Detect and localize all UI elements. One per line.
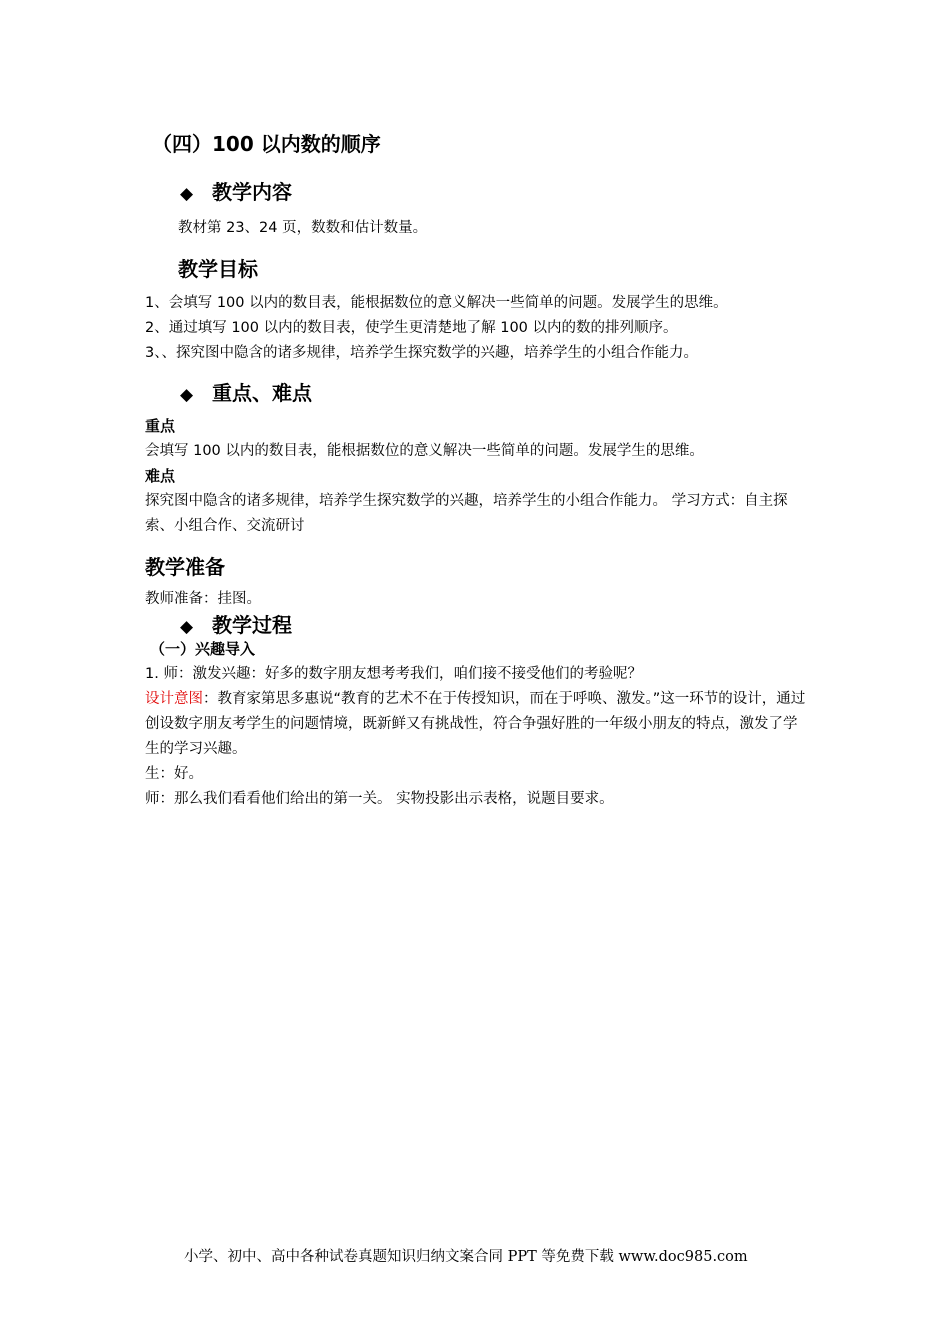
diamond-bullet-icon: ◆	[180, 385, 194, 405]
goal-item-2: 2、通过填写 100 以内的数目表，使学生更清楚地了解 100 以内的数的排列顺序。	[145, 320, 678, 336]
design-intent-label: 设计意图	[145, 691, 203, 707]
design-intent-paragraph	[145, 687, 810, 762]
difficulty-text: 探究图中隐含的诸多规律，培养学生探究数学的兴趣，培养学生的小组合作能力。 学习方式：自主探索、小组合作、交流研讨	[145, 493, 788, 534]
heading-keypoints-text: 重点、难点	[212, 381, 312, 405]
student-reply: 生：好。	[145, 766, 203, 782]
prep-text: 教师准备：挂图。	[145, 591, 261, 607]
diamond-bullet-icon: ◆	[180, 184, 194, 204]
diamond-bullet-icon: ◆	[180, 617, 194, 637]
goal-item-1: 1、会填写 100 以内的数目表，能根据数位的意义解决一些简单的问题。发展学生的思维。	[145, 295, 728, 311]
page-title: （四）100 以内数的顺序	[152, 132, 381, 156]
heading-process-text: 教学过程	[212, 613, 292, 637]
process-subheading: （一）兴趣导入	[150, 640, 256, 658]
key-label: 重点	[145, 417, 176, 435]
design-intent-text: ：教育家第思多惠说“教育的艺术不在于传授知识，而在于呼唤、激发。”这一环节的设计，通过创设数字朋友考学生的问题情境，既新鲜又有挑战性，符合争强好胜的一年级小朋友的特点，激发了学生的学习兴趣。	[145, 691, 806, 757]
goal-item-3: 3、、探究图中隐含的诸多规律，培养学生探究数学的兴趣，培养学生的小组合作能力。	[145, 345, 698, 361]
heading-goals: 教学目标	[178, 257, 258, 281]
teacher-line: 师：那么我们看看他们给出的第一关。 实物投影出示表格，说题目要求。	[145, 791, 614, 807]
process-line-1: 1. 师：激发兴趣：好多的数字朋友想考考我们，咱们接不接受他们的考验呢？	[145, 666, 642, 682]
difficulty-label: 难点	[145, 467, 176, 485]
heading-keypoints	[180, 377, 312, 406]
key-text: 会填写 100 以内的数目表，能根据数位的意义解决一些简单的问题。发展学生的思维。	[145, 443, 704, 459]
content-text: 教材第 23、24 页，数数和估计数量。	[178, 220, 428, 236]
heading-process	[180, 609, 292, 638]
heading-content	[180, 176, 292, 205]
footer-text: 小学、初中、高中各种试卷真题知识归纳文案合同 PPT 等免费下载 www.doc985.com	[184, 1249, 748, 1265]
heading-content-text: 教学内容	[212, 180, 292, 204]
heading-prep: 教学准备	[145, 555, 225, 579]
